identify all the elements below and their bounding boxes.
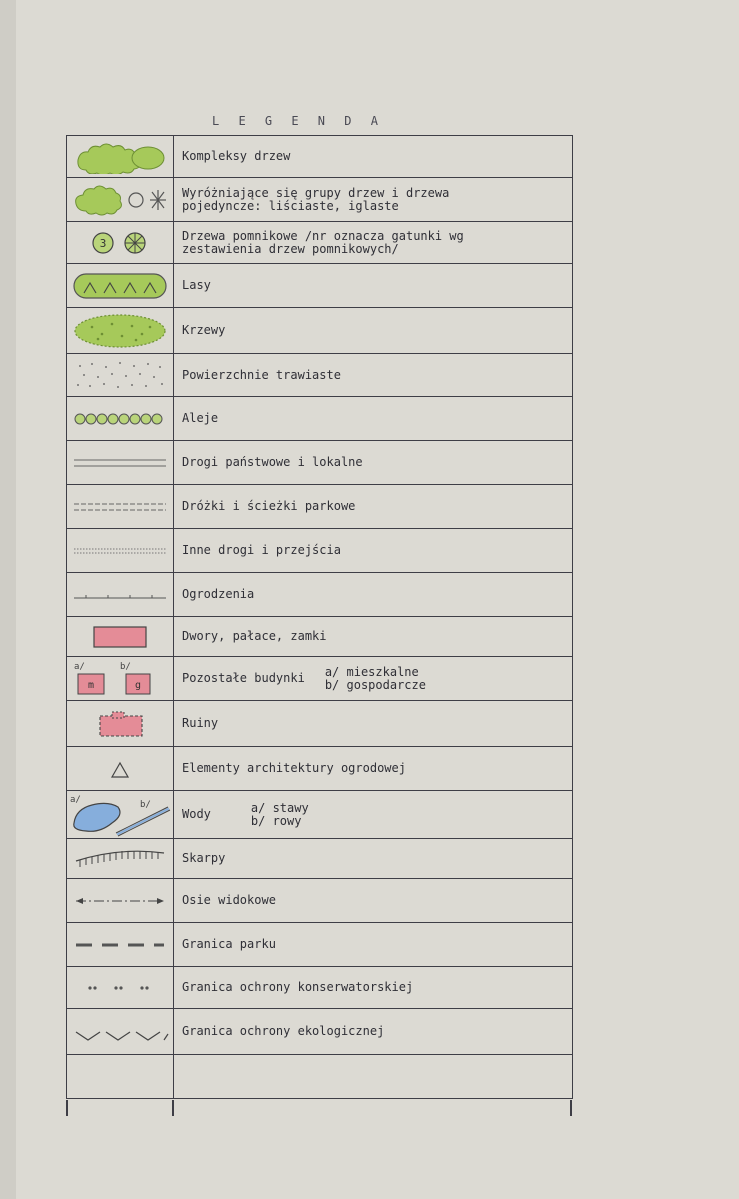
row-label: Inne drogi i przejścia: [182, 543, 341, 557]
legend-row: [67, 656, 572, 700]
legend-row: [67, 700, 572, 746]
row-label-line1: Drzewa pomnikowe /nr oznacza gatunki wg: [182, 228, 464, 243]
mark-b: b/: [140, 799, 151, 810]
monument-badge: 3: [99, 236, 107, 250]
sub-b: b/ rowy: [250, 813, 302, 828]
sub-a: a/ stawy: [250, 800, 309, 815]
shrub-symbol: [67, 308, 174, 353]
legend-row: [67, 1008, 572, 1054]
row-label: Kompleksy drzew: [182, 149, 291, 163]
ruins-symbol: [67, 701, 174, 746]
legend-row: [67, 790, 572, 838]
row-label: Granica ochrony ekologicznej: [182, 1024, 385, 1038]
legend-row: [67, 572, 572, 616]
legend-row: [67, 221, 572, 263]
legend-table: [66, 135, 573, 1099]
view-axis-symbol: [67, 879, 174, 922]
park-border-symbol: [67, 923, 174, 966]
legend-row: [67, 396, 572, 440]
row-label: Lasy: [182, 278, 211, 292]
row-label: Dwory, pałace, zamki: [182, 629, 327, 643]
legend-row: [67, 307, 572, 353]
row-label: Elementy architektury ogrodowej: [182, 761, 406, 775]
row-label: Ogrodzenia: [182, 587, 255, 601]
row-label: Osie widokowe: [182, 893, 276, 907]
row-label: Ruiny: [182, 716, 219, 730]
legend-row: [67, 353, 572, 396]
legend-row: [67, 135, 572, 177]
legend-row: [67, 484, 572, 528]
legend-row: [67, 966, 572, 1008]
legend-row: [67, 177, 572, 221]
garden-architecture-symbol: [67, 747, 174, 790]
row-label-line1: Wyróżniające się grupy drzew i drzewa: [182, 185, 450, 200]
row-label: Krzewy: [182, 323, 226, 337]
legend-row: [67, 922, 572, 966]
legend-row: [67, 263, 572, 307]
empty-row: [67, 1054, 572, 1098]
box-b: g: [134, 679, 142, 691]
legend-row: [67, 440, 572, 484]
legend-row: [67, 528, 572, 572]
row-label: Aleje: [182, 411, 219, 425]
tree-group-symbol: [67, 178, 174, 221]
row-label: Dróżki i ścieżki parkowe: [182, 499, 356, 513]
sub-b: b/ gospodarcze: [324, 677, 426, 692]
row-label: Wody: [182, 807, 211, 821]
other-buildings-symbol: [67, 657, 174, 700]
escarpment-symbol: [67, 839, 174, 878]
row-label: Drogi państwowe i lokalne: [182, 455, 363, 469]
legend-row: [67, 878, 572, 922]
box-a: m: [87, 679, 95, 691]
legend-title: L E G E N D A: [212, 114, 384, 128]
manor-symbol: [67, 617, 174, 656]
monument-tree-symbol: [67, 222, 174, 263]
table-stub-right: [570, 1100, 572, 1116]
park-path-symbol: [67, 485, 174, 528]
grass-symbol: [67, 354, 174, 396]
water-symbol: [67, 791, 174, 838]
ecological-border-symbol: [67, 1009, 174, 1054]
table-bottom-line: [67, 1098, 572, 1099]
tree-complex-symbol: [67, 136, 174, 177]
row-label-line2: zestawienia drzew pomnikowych/: [182, 241, 399, 256]
row-label: Skarpy: [182, 851, 226, 865]
table-stub-left: [66, 1100, 68, 1116]
legend-row: [67, 746, 572, 790]
fence-symbol: [67, 573, 174, 616]
paper-edge: [0, 0, 16, 1199]
other-path-symbol: [67, 529, 174, 572]
row-label: Granica parku: [182, 937, 276, 951]
conservation-border-symbol: [67, 967, 174, 1008]
legend-row: [67, 616, 572, 656]
mark-b: b/: [120, 661, 131, 672]
forest-symbol: [67, 264, 174, 307]
row-label: Pozostałe budynki: [182, 671, 305, 685]
table-stub-middle: [172, 1100, 174, 1116]
mark-a: a/: [70, 794, 81, 805]
legend-row: [67, 838, 572, 878]
avenue-symbol: [67, 397, 174, 440]
sub-a: a/ mieszkalne: [324, 664, 419, 679]
main-road-symbol: [67, 441, 174, 484]
row-label: Powierzchnie trawiaste: [182, 367, 341, 382]
row-label: Granica ochrony konserwatorskiej: [182, 980, 414, 994]
row-label-line2: pojedyncze: liściaste, iglaste: [182, 198, 399, 213]
mark-a: a/: [74, 661, 85, 672]
